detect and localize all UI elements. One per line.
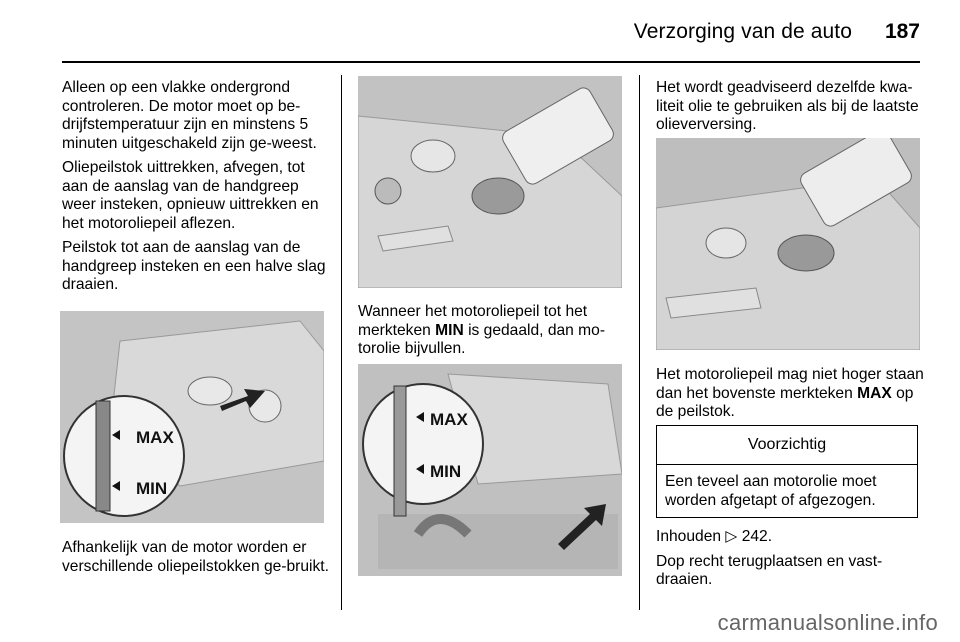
watermark: carmanualsonline.info (717, 610, 938, 635)
column-divider-1 (341, 75, 342, 610)
dipstick-min-label: MIN (136, 479, 168, 498)
page-title: Verzorging van de auto (633, 20, 852, 43)
text-max-post: op de peilstok. (656, 384, 914, 420)
text-min-post: is gedaald, dan mo-torolie bijvullen. (358, 321, 606, 357)
caution-title: Voorzichtig (657, 426, 917, 465)
caution-text: Een teveel aan motorolie moet worden afgetapt of afgezogen. (665, 473, 877, 509)
text-max-pre: Het motoroliepeil mag niet hoger staan dan het bovenste merkteken (656, 366, 924, 402)
text-min-pre: Wanneer het motoroliepeil tot het merkteken (358, 303, 588, 339)
page-number: 187 (884, 20, 920, 43)
paragraph-dipstick-insert: Peilstok tot aan de aanslag van de handgreep insteken en een halve slag draaien. (62, 239, 326, 293)
column-1 (62, 79, 330, 301)
column-1-bottom (62, 539, 330, 582)
dipstick2-min-label: MIN (430, 462, 462, 481)
illustration-oil-pour (656, 138, 920, 350)
paragraph-capacities: Inhouden ▷ 242. (656, 528, 773, 545)
paragraph-oil-quality: Het wordt geadviseerd dezelfde kwa-liteit olie te gebruiken als bij de laatste olieverversing. (656, 79, 919, 133)
text-min-marker: MIN (435, 321, 464, 339)
column-2-text (358, 303, 626, 365)
page-header (0, 0, 960, 60)
paragraph-max-level (656, 366, 924, 422)
column-divider-2 (639, 75, 640, 610)
column-3-top (656, 79, 924, 141)
illustration-dipstick-engine-2 (358, 364, 622, 576)
dipstick2-max-label: MAX (430, 410, 468, 429)
illustration-dipstick-engine (60, 311, 324, 523)
illustration-oil-filling (358, 76, 622, 288)
caution-box (656, 425, 918, 518)
paragraph-dipstick-read: Oliepeilstok uittrekken, afvegen, tot aan de aanslag van de handgreep weer insteken, opnieuw uittrekken en het motoroliepeil aflezen. (62, 159, 319, 232)
paragraph-dipstick-variants: Afhankelijk van de motor worden er verschillende oliepeilstokken ge-bruikt. (62, 539, 329, 575)
header-rule (62, 61, 920, 63)
column-3-bottom (656, 528, 924, 596)
paragraph-min-refill (358, 303, 626, 359)
paragraph-level-check: Alleen op een vlakke ondergrond controleren. De motor moet op be-drijfstemperatuur zijn en minstens 5 minuten uitgeschakeld zijn ge-weest. (62, 79, 317, 152)
paragraph-cap-refit: Dop recht terugplaatsen en vast-draaien. (656, 552, 883, 588)
dipstick-max-label: MAX (136, 428, 174, 447)
column-3-mid (656, 366, 924, 428)
text-max-marker: MAX (857, 384, 892, 402)
